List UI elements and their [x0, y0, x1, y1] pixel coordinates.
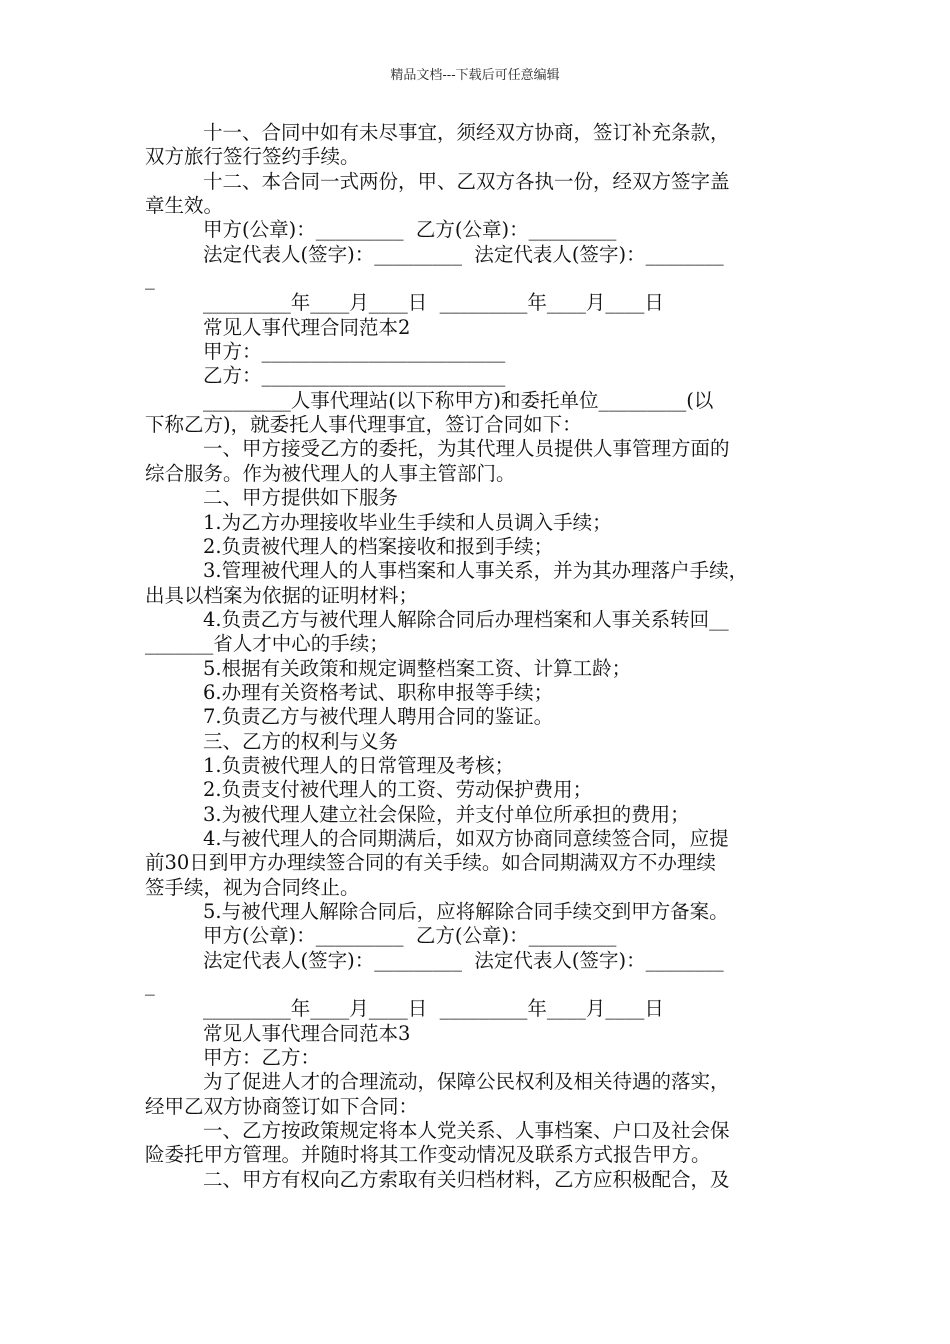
text-line: _________年____月____日 _________年____月____日 — [203, 997, 664, 1021]
text-line: 签手续，视为合同终止。 — [145, 875, 360, 899]
text-line: 6.办理有关资格考试、职称申报等手续； — [203, 680, 554, 704]
text-line: 二、甲方提供如下服务 — [203, 486, 399, 510]
text-line: 3.为被代理人建立社会保险，并支付单位所承担的费用； — [203, 802, 690, 826]
text-line: 常见人事代理合同范本3 — [203, 1021, 411, 1045]
page-header: 精品文档---下载后可任意编辑 — [390, 68, 560, 83]
text-line: _________年____月____日 _________年____月____日 — [203, 291, 664, 315]
text-line: 4.负责乙方与被代理人解除合同后办理档案和人事关系转回__ — [203, 607, 729, 631]
text-line: 综合服务。作为被代理人的人事主管部门。 — [145, 461, 516, 485]
text-line: 甲方(公章)：_________ 乙方(公章)：_________ — [203, 218, 617, 242]
text-line: _______省人才中心的手续； — [145, 632, 389, 656]
text-line: 为了促进人才的合理流动，保障公民权利及相关待遇的落实， — [203, 1070, 730, 1094]
text-line: _ — [145, 973, 155, 997]
text-line: 甲方：_________________________ — [203, 340, 506, 364]
text-line: 7.负责乙方与被代理人聘用合同的鉴证。 — [203, 705, 554, 729]
text-line: 一、甲方接受乙方的委托，为其代理人员提供人事管理方面的 — [203, 437, 730, 461]
text-line: 双方旅行签行签约手续。 — [145, 145, 360, 169]
text-line: 2.负责支付被代理人的工资、劳动保护费用； — [203, 778, 593, 802]
text-line: 十二、本合同一式两份，甲、乙双方各执一份，经双方签字盖 — [203, 169, 730, 193]
text-line: 5.根据有关政策和规定调整档案工资、计算工龄； — [203, 656, 632, 680]
text-line: 十一、合同中如有未尽事宜，须经双方协商，签订补充条款， — [203, 121, 730, 144]
text-line: 1.为乙方办理接收毕业生手续和人员调入手续； — [203, 510, 612, 534]
text-line: 出具以档案为依据的证明材料； — [145, 583, 419, 607]
text-line: 经甲乙双方协商签订如下合同： — [145, 1094, 419, 1118]
text-line: _ — [145, 267, 155, 291]
text-line: 前30日到甲方办理续签合同的有关手续。如合同期满双方不办理续 — [145, 851, 716, 875]
text-line: 乙方：_________________________ — [203, 364, 506, 388]
document-body — [145, 121, 825, 1192]
text-line: 常见人事代理合同范本2 — [203, 315, 411, 339]
text-line: 章生效。 — [145, 194, 224, 218]
text-line: 下称乙方)，就委托人事代理事宜，签订合同如下： — [145, 413, 582, 437]
text-line: 甲方(公章)：_________ 乙方(公章)：_________ — [203, 924, 617, 948]
text-line: 险委托甲方管理。并随时将其工作变动情况及联系方式报告甲方。 — [145, 1143, 711, 1167]
text-line: 3.管理被代理人的人事档案和人事关系，并为其办理落户手续， — [203, 559, 749, 583]
text-line: 法定代表人(签字)：_________ 法定代表人(签字)：________ — [203, 242, 724, 266]
text-line: 1.负责被代理人的日常管理及考核； — [203, 753, 515, 777]
text-line: 2.负责被代理人的档案接收和报到手续； — [203, 534, 554, 558]
text-line: 一、乙方按政策规定将本人党关系、人事档案、户口及社会保 — [203, 1119, 730, 1143]
text-line: 5.与被代理人解除合同后，应将解除合同手续交到甲方备案。 — [203, 900, 729, 923]
text-line: 4.与被代理人的合同期满后，如双方协商同意续签合同，应提 — [203, 826, 729, 850]
text-line: 二、甲方有权向乙方索取有关归档材料，乙方应积极配合，及 — [203, 1167, 730, 1191]
text-line: _________人事代理站(以下称甲方)和委托单位_________(以 — [203, 388, 714, 412]
text-line: 三、乙方的权利与义务 — [203, 729, 399, 753]
text-line: 甲方：乙方： — [203, 1046, 321, 1070]
text-line: 法定代表人(签字)：_________ 法定代表人(签字)：________ — [203, 948, 724, 972]
